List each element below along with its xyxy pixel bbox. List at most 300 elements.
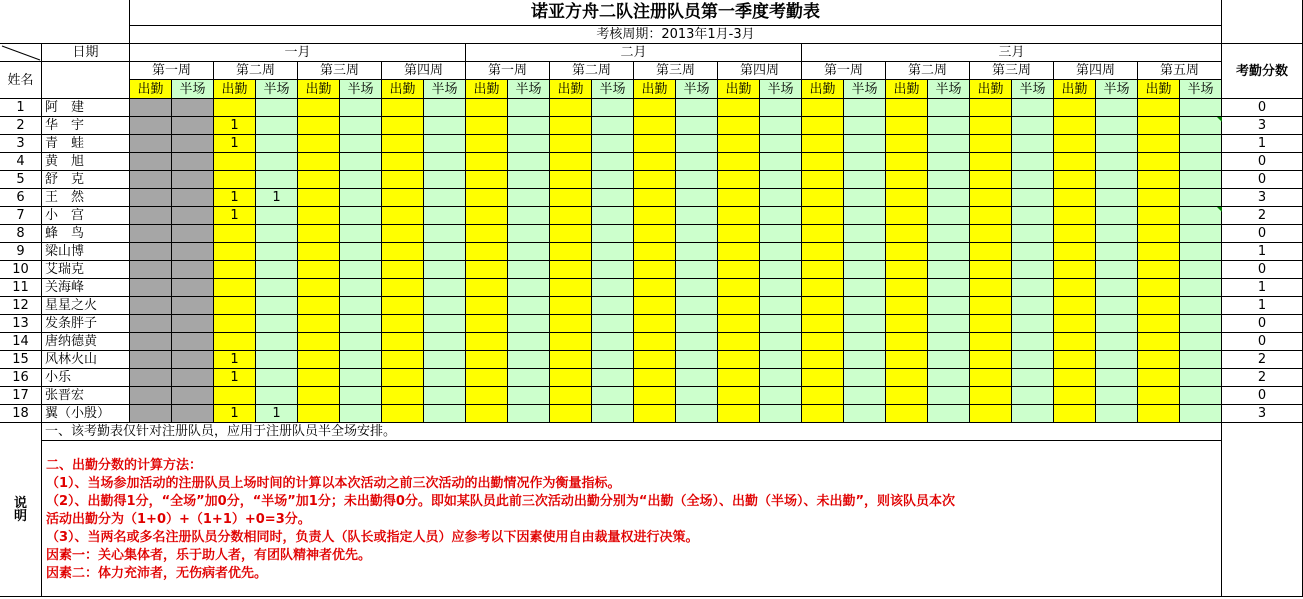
attend-cell[interactable] xyxy=(970,99,1012,117)
half-cell[interactable] xyxy=(1012,297,1054,315)
half-cell[interactable] xyxy=(760,387,802,405)
attend-cell[interactable] xyxy=(1138,351,1180,369)
member-name[interactable]: 王 然 xyxy=(42,189,130,207)
attend-cell[interactable] xyxy=(1054,243,1096,261)
attend-cell[interactable] xyxy=(634,117,676,135)
half-cell[interactable] xyxy=(844,279,886,297)
half-cell[interactable] xyxy=(424,171,466,189)
attend-cell[interactable] xyxy=(1138,99,1180,117)
half-cell[interactable] xyxy=(424,207,466,225)
half-cell[interactable] xyxy=(1012,117,1054,135)
name-header-blank[interactable] xyxy=(42,62,130,99)
attend-cell[interactable] xyxy=(466,405,508,423)
attend-cell[interactable] xyxy=(1138,315,1180,333)
attend-cell[interactable] xyxy=(298,99,340,117)
score-cell[interactable]: 3 xyxy=(1222,189,1303,207)
half-cell[interactable] xyxy=(256,207,298,225)
half-cell[interactable] xyxy=(928,279,970,297)
attend-cell[interactable] xyxy=(466,279,508,297)
half-cell[interactable] xyxy=(676,369,718,387)
half-cell[interactable] xyxy=(508,333,550,351)
half-cell[interactable] xyxy=(1096,135,1138,153)
member-name[interactable]: 风林火山 xyxy=(42,351,130,369)
half-cell[interactable] xyxy=(1012,207,1054,225)
half-cell[interactable] xyxy=(676,279,718,297)
half-cell[interactable] xyxy=(508,351,550,369)
attend-cell[interactable] xyxy=(214,99,256,117)
half-cell[interactable] xyxy=(1180,117,1222,135)
half-cell[interactable] xyxy=(172,153,214,171)
half-cell[interactable] xyxy=(340,171,382,189)
week-header[interactable]: 第一周 xyxy=(130,62,214,80)
attend-cell[interactable] xyxy=(382,171,424,189)
attend-cell[interactable] xyxy=(886,369,928,387)
attend-cell[interactable] xyxy=(1054,153,1096,171)
half-cell[interactable] xyxy=(844,153,886,171)
attend-cell[interactable] xyxy=(214,261,256,279)
half-cell[interactable] xyxy=(928,297,970,315)
week-header[interactable]: 第三周 xyxy=(970,62,1054,80)
attend-cell[interactable] xyxy=(466,297,508,315)
half-cell[interactable] xyxy=(424,261,466,279)
half-cell[interactable] xyxy=(1180,315,1222,333)
attend-cell[interactable] xyxy=(382,207,424,225)
half-cell[interactable] xyxy=(340,189,382,207)
attend-cell[interactable] xyxy=(1138,189,1180,207)
attend-cell[interactable] xyxy=(130,351,172,369)
attend-cell[interactable] xyxy=(1054,135,1096,153)
row-number[interactable]: 9 xyxy=(0,243,42,261)
week-header[interactable]: 第一周 xyxy=(802,62,886,80)
attend-cell[interactable] xyxy=(466,369,508,387)
attend-cell[interactable] xyxy=(466,189,508,207)
half-col-header[interactable]: 半场 xyxy=(424,80,466,99)
attend-cell[interactable] xyxy=(382,315,424,333)
attend-cell[interactable] xyxy=(718,207,760,225)
attend-cell[interactable] xyxy=(466,117,508,135)
half-cell[interactable] xyxy=(508,207,550,225)
half-cell[interactable] xyxy=(1180,243,1222,261)
member-name[interactable]: 星星之火 xyxy=(42,297,130,315)
attend-cell[interactable] xyxy=(886,405,928,423)
half-cell[interactable] xyxy=(256,243,298,261)
attend-cell[interactable] xyxy=(382,387,424,405)
half-cell[interactable] xyxy=(424,369,466,387)
attend-cell[interactable] xyxy=(718,99,760,117)
attend-cell[interactable] xyxy=(466,315,508,333)
half-cell[interactable] xyxy=(424,117,466,135)
attend-cell[interactable] xyxy=(382,135,424,153)
attend-cell[interactable] xyxy=(550,135,592,153)
half-cell[interactable] xyxy=(256,117,298,135)
attend-cell[interactable] xyxy=(298,153,340,171)
attend-cell[interactable] xyxy=(130,333,172,351)
attend-col-header[interactable]: 出勤 xyxy=(718,80,760,99)
attend-col-header[interactable]: 出勤 xyxy=(130,80,172,99)
attend-cell[interactable] xyxy=(550,261,592,279)
attend-cell[interactable] xyxy=(718,387,760,405)
attend-cell[interactable] xyxy=(466,99,508,117)
half-cell[interactable] xyxy=(760,171,802,189)
score-cell[interactable]: 0 xyxy=(1222,261,1303,279)
attend-cell[interactable] xyxy=(466,387,508,405)
attend-col-header[interactable]: 出勤 xyxy=(382,80,424,99)
half-cell[interactable] xyxy=(172,315,214,333)
half-cell[interactable] xyxy=(928,99,970,117)
attend-cell[interactable] xyxy=(718,153,760,171)
half-cell[interactable] xyxy=(1096,297,1138,315)
half-cell[interactable] xyxy=(760,153,802,171)
half-cell[interactable] xyxy=(1012,279,1054,297)
attend-cell[interactable] xyxy=(802,117,844,135)
attend-cell[interactable]: 1 xyxy=(214,117,256,135)
row-number[interactable]: 8 xyxy=(0,225,42,243)
attend-cell[interactable] xyxy=(970,135,1012,153)
half-cell[interactable] xyxy=(340,405,382,423)
attend-cell[interactable] xyxy=(298,351,340,369)
attend-cell[interactable] xyxy=(802,99,844,117)
half-cell[interactable] xyxy=(256,333,298,351)
row-number[interactable]: 6 xyxy=(0,189,42,207)
half-cell[interactable] xyxy=(340,261,382,279)
attend-cell[interactable] xyxy=(550,117,592,135)
attend-cell[interactable] xyxy=(550,243,592,261)
attend-cell[interactable] xyxy=(802,333,844,351)
half-cell[interactable] xyxy=(172,351,214,369)
half-cell[interactable] xyxy=(1012,315,1054,333)
attend-cell[interactable] xyxy=(382,153,424,171)
half-cell[interactable] xyxy=(760,225,802,243)
attend-cell[interactable] xyxy=(214,225,256,243)
half-cell[interactable] xyxy=(928,135,970,153)
attend-cell[interactable] xyxy=(130,297,172,315)
attend-cell[interactable] xyxy=(214,171,256,189)
attend-cell[interactable] xyxy=(634,297,676,315)
attend-cell[interactable] xyxy=(298,297,340,315)
half-cell[interactable] xyxy=(760,207,802,225)
score-cell[interactable]: 0 xyxy=(1222,99,1303,117)
attend-cell[interactable] xyxy=(634,207,676,225)
comment-indicator-icon[interactable] xyxy=(1217,117,1222,122)
attend-cell[interactable] xyxy=(382,261,424,279)
attend-cell[interactable] xyxy=(886,207,928,225)
attend-cell[interactable] xyxy=(1138,279,1180,297)
half-cell[interactable] xyxy=(760,189,802,207)
attend-cell[interactable] xyxy=(970,315,1012,333)
member-name[interactable]: 关海峰 xyxy=(42,279,130,297)
half-cell[interactable] xyxy=(592,189,634,207)
attend-cell[interactable] xyxy=(550,207,592,225)
half-cell[interactable] xyxy=(424,279,466,297)
attend-cell[interactable] xyxy=(802,279,844,297)
member-name[interactable]: 阿 建 xyxy=(42,99,130,117)
half-cell[interactable] xyxy=(424,153,466,171)
half-cell[interactable] xyxy=(1096,333,1138,351)
member-name[interactable]: 青 蛙 xyxy=(42,135,130,153)
week-header[interactable]: 第二周 xyxy=(886,62,970,80)
half-cell[interactable] xyxy=(1096,189,1138,207)
attend-cell[interactable] xyxy=(130,369,172,387)
attend-cell[interactable] xyxy=(298,387,340,405)
attend-col-header[interactable]: 出勤 xyxy=(298,80,340,99)
half-cell[interactable] xyxy=(340,243,382,261)
half-cell[interactable] xyxy=(508,297,550,315)
attend-cell[interactable] xyxy=(382,351,424,369)
notes-side-label[interactable]: 说 明 xyxy=(0,423,42,597)
half-col-header[interactable]: 半场 xyxy=(928,80,970,99)
half-cell[interactable] xyxy=(676,333,718,351)
attend-cell[interactable] xyxy=(802,135,844,153)
half-cell[interactable] xyxy=(424,243,466,261)
half-cell[interactable] xyxy=(1012,351,1054,369)
half-cell[interactable] xyxy=(1180,207,1222,225)
week-header[interactable]: 第三周 xyxy=(298,62,382,80)
half-cell[interactable] xyxy=(1096,387,1138,405)
half-col-header[interactable]: 半场 xyxy=(172,80,214,99)
attend-cell[interactable] xyxy=(802,387,844,405)
row-number[interactable]: 10 xyxy=(0,261,42,279)
half-cell[interactable] xyxy=(340,315,382,333)
half-cell[interactable] xyxy=(1012,333,1054,351)
week-header[interactable]: 第二周 xyxy=(214,62,298,80)
half-cell[interactable] xyxy=(676,351,718,369)
half-cell[interactable] xyxy=(592,171,634,189)
half-cell[interactable] xyxy=(424,99,466,117)
half-cell[interactable] xyxy=(1096,405,1138,423)
score-cell[interactable]: 0 xyxy=(1222,153,1303,171)
half-cell[interactable] xyxy=(424,405,466,423)
half-cell[interactable] xyxy=(1096,225,1138,243)
half-cell[interactable] xyxy=(928,261,970,279)
half-cell[interactable] xyxy=(508,171,550,189)
half-cell[interactable] xyxy=(1180,261,1222,279)
row-number[interactable]: 13 xyxy=(0,315,42,333)
attend-cell[interactable] xyxy=(298,189,340,207)
half-cell[interactable] xyxy=(844,207,886,225)
half-cell[interactable] xyxy=(424,135,466,153)
attend-cell[interactable] xyxy=(802,243,844,261)
half-cell[interactable] xyxy=(172,189,214,207)
half-cell[interactable] xyxy=(844,117,886,135)
half-cell[interactable] xyxy=(1180,405,1222,423)
half-cell[interactable] xyxy=(1180,225,1222,243)
attend-cell[interactable] xyxy=(802,207,844,225)
attend-cell[interactable] xyxy=(634,153,676,171)
half-cell[interactable] xyxy=(340,135,382,153)
attend-cell[interactable] xyxy=(214,333,256,351)
score-top-cell[interactable] xyxy=(1222,0,1303,44)
attend-cell[interactable] xyxy=(970,153,1012,171)
half-cell[interactable] xyxy=(844,225,886,243)
half-cell[interactable] xyxy=(760,333,802,351)
attend-cell[interactable] xyxy=(550,99,592,117)
attend-cell[interactable] xyxy=(1138,405,1180,423)
attend-cell[interactable] xyxy=(718,135,760,153)
half-cell[interactable] xyxy=(1180,189,1222,207)
attend-cell[interactable] xyxy=(466,153,508,171)
half-cell[interactable] xyxy=(844,297,886,315)
attend-cell[interactable] xyxy=(382,333,424,351)
half-cell[interactable] xyxy=(1096,153,1138,171)
attend-cell[interactable] xyxy=(970,351,1012,369)
half-cell[interactable] xyxy=(592,261,634,279)
attend-cell[interactable] xyxy=(214,297,256,315)
attend-cell[interactable] xyxy=(1054,315,1096,333)
attend-cell[interactable] xyxy=(886,279,928,297)
attend-cell[interactable]: 1 xyxy=(214,405,256,423)
score-cell[interactable]: 1 xyxy=(1222,279,1303,297)
attend-cell[interactable] xyxy=(1138,297,1180,315)
attend-cell[interactable] xyxy=(298,171,340,189)
score-cell[interactable]: 3 xyxy=(1222,117,1303,135)
attend-cell[interactable] xyxy=(802,315,844,333)
half-cell[interactable] xyxy=(508,153,550,171)
half-cell[interactable] xyxy=(592,225,634,243)
attend-cell[interactable] xyxy=(550,351,592,369)
half-col-header[interactable]: 半场 xyxy=(844,80,886,99)
score-cell[interactable]: 0 xyxy=(1222,315,1303,333)
half-cell[interactable] xyxy=(928,369,970,387)
attend-cell[interactable] xyxy=(886,171,928,189)
half-cell[interactable] xyxy=(592,135,634,153)
attend-col-header[interactable]: 出勤 xyxy=(214,80,256,99)
half-cell[interactable] xyxy=(676,117,718,135)
half-cell[interactable] xyxy=(340,279,382,297)
notes-line-1[interactable]: 一、该考勤表仅针对注册队员，应用于注册队员半全场安排。 xyxy=(42,423,1222,441)
member-name[interactable]: 艾瑞克 xyxy=(42,261,130,279)
attend-cell[interactable] xyxy=(382,243,424,261)
attend-cell[interactable] xyxy=(802,171,844,189)
half-cell[interactable] xyxy=(172,135,214,153)
attend-cell[interactable] xyxy=(298,117,340,135)
attend-cell[interactable] xyxy=(634,387,676,405)
half-cell[interactable] xyxy=(424,297,466,315)
attend-cell[interactable] xyxy=(550,405,592,423)
half-cell[interactable] xyxy=(592,333,634,351)
half-cell[interactable] xyxy=(172,387,214,405)
attend-cell[interactable] xyxy=(886,387,928,405)
attend-cell[interactable] xyxy=(130,153,172,171)
row-number[interactable]: 2 xyxy=(0,117,42,135)
half-cell[interactable] xyxy=(592,405,634,423)
attend-cell[interactable] xyxy=(1138,117,1180,135)
member-name[interactable]: 蜂 鸟 xyxy=(42,225,130,243)
attend-cell[interactable]: 1 xyxy=(214,207,256,225)
half-cell[interactable] xyxy=(1180,297,1222,315)
attend-cell[interactable] xyxy=(634,225,676,243)
attend-cell[interactable] xyxy=(382,99,424,117)
half-col-header[interactable]: 半场 xyxy=(676,80,718,99)
attend-cell[interactable] xyxy=(214,315,256,333)
half-cell[interactable] xyxy=(424,315,466,333)
attend-cell[interactable]: 1 xyxy=(214,189,256,207)
half-cell[interactable] xyxy=(340,99,382,117)
attend-cell[interactable] xyxy=(130,189,172,207)
row-number[interactable]: 18 xyxy=(0,405,42,423)
member-name[interactable]: 唐纳德黄 xyxy=(42,333,130,351)
attend-cell[interactable] xyxy=(970,171,1012,189)
half-cell[interactable] xyxy=(256,279,298,297)
row-number[interactable]: 4 xyxy=(0,153,42,171)
half-cell[interactable] xyxy=(1012,405,1054,423)
attend-cell[interactable] xyxy=(802,153,844,171)
half-cell[interactable] xyxy=(256,261,298,279)
score-header[interactable]: 考勤分数 xyxy=(1222,44,1303,99)
attend-cell[interactable] xyxy=(298,279,340,297)
row-number[interactable]: 7 xyxy=(0,207,42,225)
half-cell[interactable] xyxy=(928,171,970,189)
half-cell[interactable] xyxy=(1012,135,1054,153)
attend-cell[interactable] xyxy=(718,351,760,369)
attend-cell[interactable] xyxy=(1054,117,1096,135)
half-cell[interactable] xyxy=(508,135,550,153)
row-number[interactable]: 11 xyxy=(0,279,42,297)
attend-cell[interactable] xyxy=(718,261,760,279)
half-cell[interactable] xyxy=(1012,99,1054,117)
half-col-header[interactable]: 半场 xyxy=(760,80,802,99)
attend-cell[interactable] xyxy=(970,243,1012,261)
half-col-header[interactable]: 半场 xyxy=(256,80,298,99)
half-cell[interactable] xyxy=(508,225,550,243)
attend-cell[interactable] xyxy=(130,405,172,423)
attend-cell[interactable] xyxy=(1054,351,1096,369)
attend-cell[interactable] xyxy=(466,207,508,225)
half-cell[interactable] xyxy=(340,225,382,243)
half-cell[interactable] xyxy=(676,315,718,333)
attend-cell[interactable] xyxy=(1054,207,1096,225)
attend-col-header[interactable]: 出勤 xyxy=(550,80,592,99)
attend-cell[interactable] xyxy=(130,279,172,297)
attend-cell[interactable] xyxy=(1138,243,1180,261)
half-cell[interactable] xyxy=(592,279,634,297)
half-cell[interactable] xyxy=(928,207,970,225)
attend-cell[interactable] xyxy=(802,351,844,369)
attend-cell[interactable] xyxy=(298,261,340,279)
half-cell[interactable] xyxy=(256,351,298,369)
attend-cell[interactable]: 1 xyxy=(214,369,256,387)
attend-cell[interactable] xyxy=(1054,387,1096,405)
half-cell[interactable] xyxy=(1012,243,1054,261)
attend-cell[interactable] xyxy=(718,297,760,315)
member-name[interactable]: 黄 旭 xyxy=(42,153,130,171)
half-cell[interactable] xyxy=(1096,315,1138,333)
attend-col-header[interactable]: 出勤 xyxy=(886,80,928,99)
half-cell[interactable] xyxy=(340,153,382,171)
half-cell[interactable] xyxy=(928,387,970,405)
score-cell[interactable]: 3 xyxy=(1222,405,1303,423)
half-cell[interactable] xyxy=(676,99,718,117)
attend-cell[interactable] xyxy=(802,225,844,243)
member-name[interactable]: 翼（小殷） xyxy=(42,405,130,423)
date-header[interactable]: 日期 xyxy=(42,44,130,62)
attend-cell[interactable] xyxy=(1054,369,1096,387)
attend-cell[interactable] xyxy=(382,117,424,135)
week-header[interactable]: 第四周 xyxy=(718,62,802,80)
attend-cell[interactable] xyxy=(970,261,1012,279)
attend-cell[interactable] xyxy=(1138,225,1180,243)
attend-cell[interactable] xyxy=(718,117,760,135)
attend-cell[interactable] xyxy=(718,333,760,351)
half-cell[interactable] xyxy=(1096,279,1138,297)
attend-cell[interactable] xyxy=(130,225,172,243)
half-cell[interactable] xyxy=(676,153,718,171)
half-cell[interactable] xyxy=(760,369,802,387)
attend-cell[interactable] xyxy=(718,243,760,261)
attend-cell[interactable] xyxy=(1054,405,1096,423)
week-header[interactable]: 第二周 xyxy=(550,62,634,80)
half-cell[interactable] xyxy=(172,99,214,117)
half-cell[interactable] xyxy=(172,279,214,297)
